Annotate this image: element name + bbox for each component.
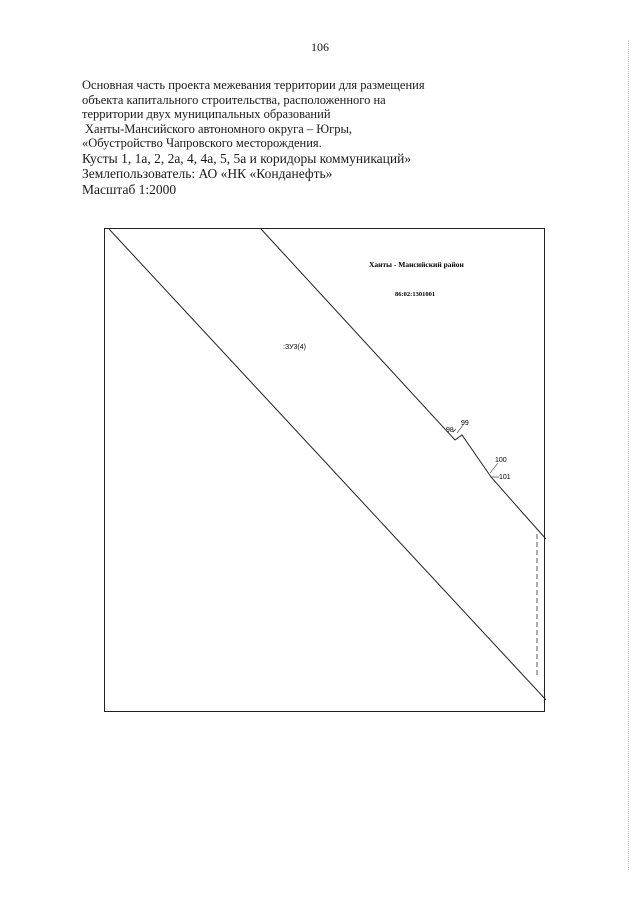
header-line-1: Основная часть проекта межевания территории для размещения bbox=[82, 78, 425, 92]
header-line-5: «Обустройство Чапровского месторождения. bbox=[82, 136, 322, 151]
page-edge-dotted-line bbox=[628, 40, 633, 870]
header-line-8: Масштаб 1:2000 bbox=[82, 181, 177, 197]
header-line-2: объекта капитального строительства, расположенного на bbox=[82, 92, 386, 107]
point-99-label: 99 bbox=[461, 420, 469, 427]
district-label: Ханты - Мансийский район bbox=[369, 260, 464, 269]
boundary-line-right bbox=[261, 229, 546, 539]
header-line-4: Ханты-Мансийского автономного округа – Югры, bbox=[85, 121, 353, 136]
leader-100 bbox=[490, 463, 498, 473]
point-101-label: 101 bbox=[499, 474, 511, 481]
document-header bbox=[82, 78, 502, 197]
header-line-3: территории двух муниципальных образований bbox=[82, 107, 331, 122]
map-frame bbox=[104, 228, 545, 712]
zone-label: :ЗУ3(4) bbox=[283, 344, 306, 351]
header-line-7: Землепользователь: АО «НК «Конданефть» bbox=[82, 166, 333, 182]
page-number: 106 bbox=[311, 40, 329, 54]
map-drawing bbox=[105, 229, 546, 713]
cadastral-number: 86:02:1301001 bbox=[395, 291, 436, 298]
point-98-label: 98 bbox=[446, 427, 454, 434]
header-line-6: Кусты 1, 1а, 2, 2а, 4, 4а, 5, 5а и коридоры коммуникаций» bbox=[82, 150, 412, 166]
point-100-label: 100 bbox=[495, 457, 507, 464]
